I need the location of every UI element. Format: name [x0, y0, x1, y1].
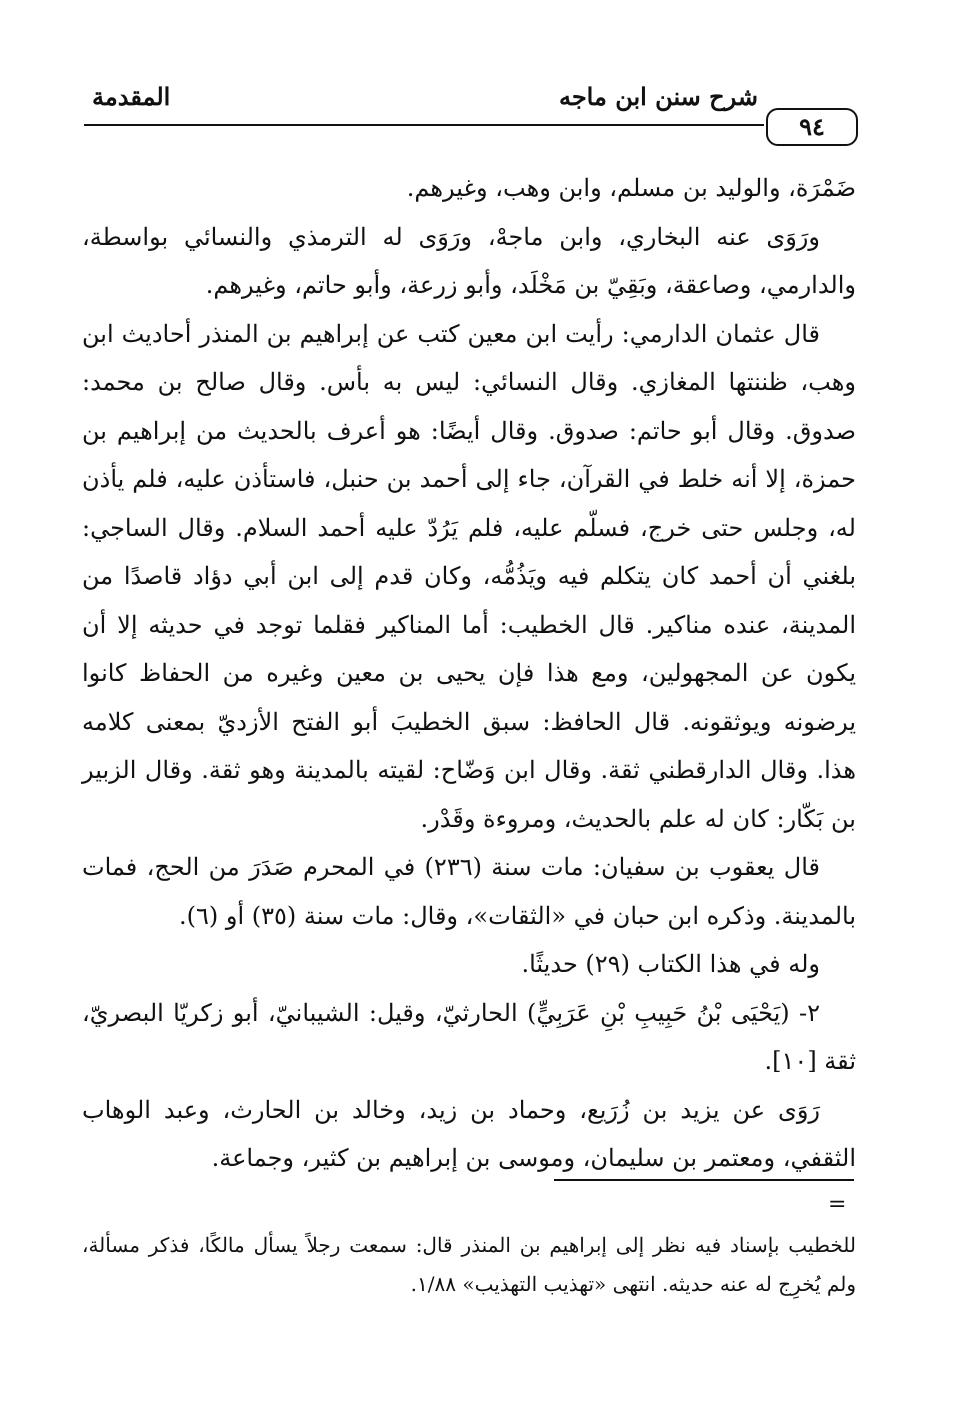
footnote [82, 1226, 856, 1304]
header-rule [84, 124, 764, 126]
paragraph-death: قال يعقوب بن سفيان: مات سنة (٢٣٦) في المحرم صَدَرَ من الحج، فمات بالمدينة. وذكره ابن حبان في «الثقات»، وقال: مات سنة (٣٥) أو (٦). [82, 853, 856, 930]
footnote-continuation-mark: = [828, 1192, 847, 1217]
footnote-rule [554, 1179, 854, 1181]
paragraph-narrators: ورَوَى عنه البخاري، وابن ماجهْ، ورَوَى له الترمذي والنسائي بواسطة، والدارمي، وصاعقة، وبَقِيّ بن مَخْلَد، وأبو زرعة، وأبو حاتم، وغيرهم. [82, 222, 856, 299]
paragraph-count: وله في هذا الكتاب (٢٩) حديثًا. [521, 950, 820, 978]
paragraph-continuation: ضَمْرَة، والوليد بن مسلم، وابن وهب، وغيرهم. [406, 174, 856, 202]
paragraph-entry-2: ٢- (يَحْيَى بْنُ حَبِيبِ بْنِ عَرَبِيٍّ) الحارثيّ، وقيل: الشيبانيّ، أبو زكريّا البصريّ، ثقة [١٠]. [82, 998, 856, 1075]
book-title: شرح سنن ابن ماجه [558, 82, 758, 111]
footnote-text: للخطيب بإسناد فيه نظر إلى إبراهيم بن المنذر قال: سمعت رجلاً يسأل مالكًا، فذكر مسألة، ولم يُخرِج له عنه حديثه. انتهى «تهذيب التهذيب» ١/٨٨. [82, 1233, 856, 1296]
paragraph-teachers: رَوَى عن يزيد بن زُرَيع، وحماد بن زيد، وخالد بن الحارث، وعبد الوهاب الثقفي، ومعتمر بن سليمان، وموسى بن إبراهيم بن كثير، وجماعة. [82, 1095, 856, 1172]
paragraph-critics: قال عثمان الدارمي: رأيت ابن معين كتب عن إبراهيم بن المنذر أحاديث ابن وهب، ظننتها المغازي. وقال النسائي: ليس به بأس. وقال صالح بن محمد: صدوق. وقال أبو حاتم: صدوق. وقال أيضًا: هو أعرف بالحديث من إبراهيم بن حمزة، إلا أنه خلط في القرآن، جاء إلى أحمد بن حنبل، فاستأذن عليه، فلم يأذن له، وجلس حتى خرج، فسلّم عليه، فلم يَرُدّ عليه أحمد السلام. وقال الساجي: بلغني أن أحمد كان يتكلم فيه ويَذُمُّه، وكان قدم إلى ابن أبي دؤاد قاصدًا من المدينة، عنده مناكير. قال الخطيب: أما المناكير فقلما توجد في حديثه إلا أن يكون عن المجهولين، ومع هذا فإن يحيى بن معين وغيره من الحفاظ كانوا يرضونه ويوثقونه. قال الحافظ: سبق الخطيبَ أبو الفتح الأزديّ بمعنى كلامه هذا. وقال الدارقطني ثقة. وقال ابن وَضّاح: لقيته بالمدينة وهو ثقة. وقال الزبير بن بَكّار: كان له علم بالحديث، ومروءة وقَدْر. [82, 319, 856, 833]
page-number: ٩٤ [766, 108, 858, 146]
body-text [82, 164, 856, 1183]
section-title: المقدمة [92, 82, 171, 111]
